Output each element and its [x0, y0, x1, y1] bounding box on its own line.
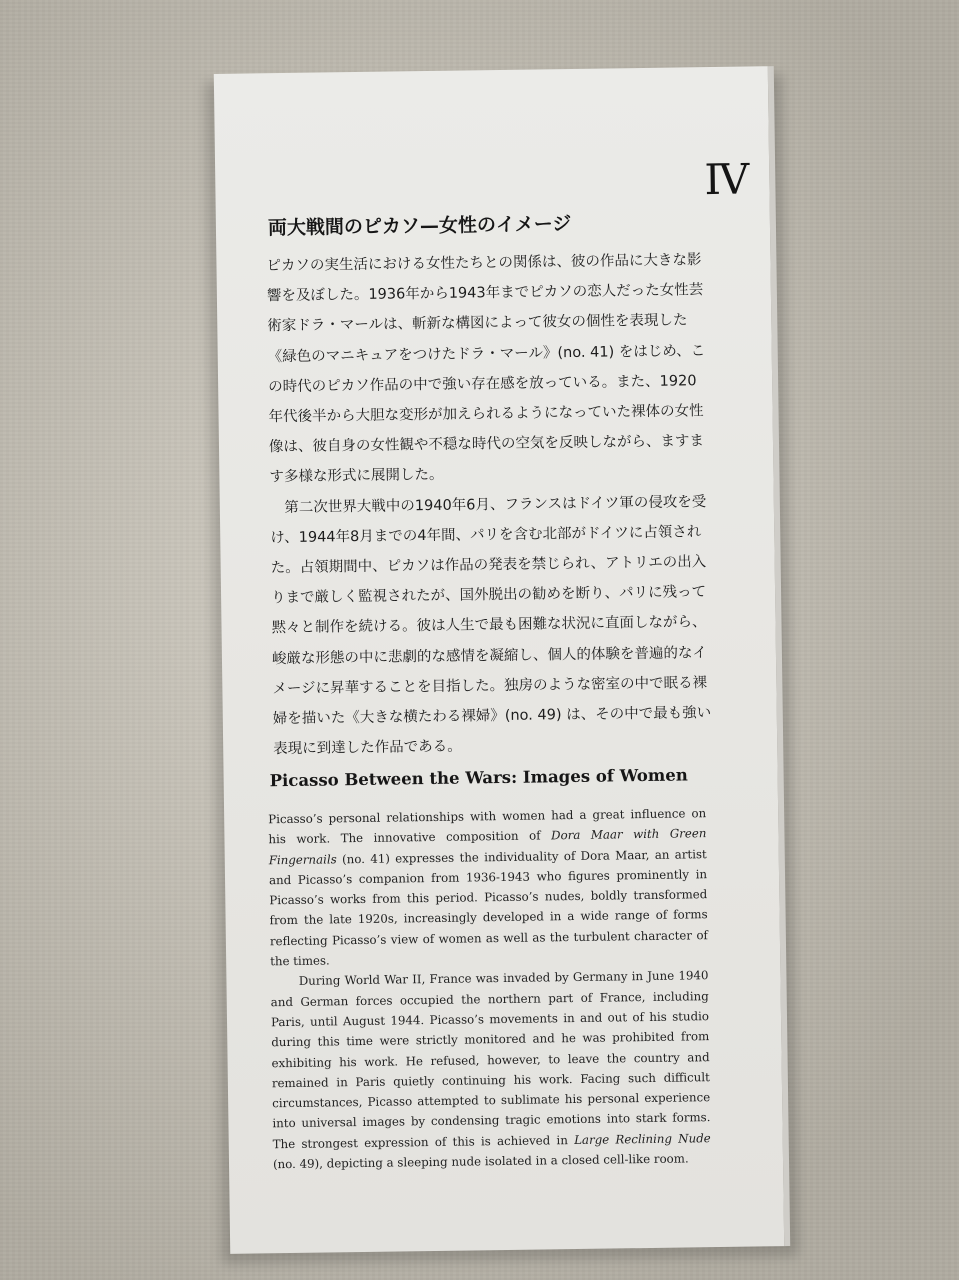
english-paragraph-1 [268, 803, 708, 971]
section-numeral: IV [704, 154, 748, 205]
english-p1-text-a: Picasso’s personal relationships with women had a great influence on his work. The innovative composition of [268, 806, 707, 847]
japanese-body [266, 245, 713, 765]
japanese-paragraph-1: ピカソの実生活における女性たちとの関係は、彼の作品に大きな影響を及ぼした。1936年から1943年までピカソの恋人だった女性芸術家ドラ・マールは、斬新な構図によって彼女の個性を表現した《緑色のマニキュアをつけたドラ・マール》(no. 41) をはじめ、この時代のピカソ作品の中で強い存在感を放っている。また、1920年代後半から大胆な変形が加えられるようになっていた裸体の女性像は、彼自身の女性観や不穏な時代の空気を反映しながら、ますます多様な形式に展開した。 [266, 252, 706, 486]
artwork-title-large-reclining-nude: Large Reclining Nude [574, 1130, 711, 1147]
exhibition-wall-panel [214, 66, 790, 1254]
artwork-title-dora-maar: Dora Maar with Green Fingernails [268, 826, 707, 867]
japanese-title: 両大戦間のピカソ—女性のイメージ [267, 212, 572, 240]
english-p2-text-a: During World War II, France was invaded by Germany in June 1940 and German forces occupied the northern part of France, including Paris, until August 1944. Picasso’s movements in and out of his studio during this time were strictly monitored and he was prohibited from exhibiting his work. He refused, however, to leave the country and remained in Paris quietly continuing his work. Facing such difficult circumstances, Picasso attempted to sublimate his personal experience into universal images by condensing tragic emotions into stark forms. The strongest expression of this is achieved in [270, 968, 711, 1151]
english-p1-text-b: (no. 41) expresses the individuality of Dora Maar, an artist and Picasso’s companion from 1936-1943 who figures prominently in Picasso’s works from this period. Picasso’s nudes, boldly transformed from the late 1920s, increasingly developed in a wide range of forms reflecting Picasso’s view of women as well as the turbulent character of the times. [268, 846, 708, 969]
english-title: Picasso Between the Wars: Images of Women [269, 765, 688, 791]
english-body [268, 803, 711, 1174]
japanese-paragraph-2: 第二次世界大戦中の1940年6月、フランスはドイツ軍の侵攻を受け、1944年8月までの4年間、パリを含む北部がドイツに占領された。占領期間中、ピカソは作品の発表を禁じられ、アトリエの出入りまで厳しく監視されたが、国外脱出の勧めを断り、パリに残って黙々と制作を続ける。彼は人生で最も困難な状況に直面しながら、峻厳な形態の中に悲劇的な感情を凝縮し、個人的体験を普遍的なイメージに昇華することを目指した。独房のような密室の中で眠る裸婦を描いた《大きな横たわる裸婦》(no. 49) は、その中で最も強い表現に到達した作品である。 [270, 493, 712, 758]
english-paragraph-2 [270, 966, 711, 1175]
english-p2-text-b: (no. 49), depicting a sleeping nude isolated in a closed cell-like room. [272, 1151, 689, 1172]
